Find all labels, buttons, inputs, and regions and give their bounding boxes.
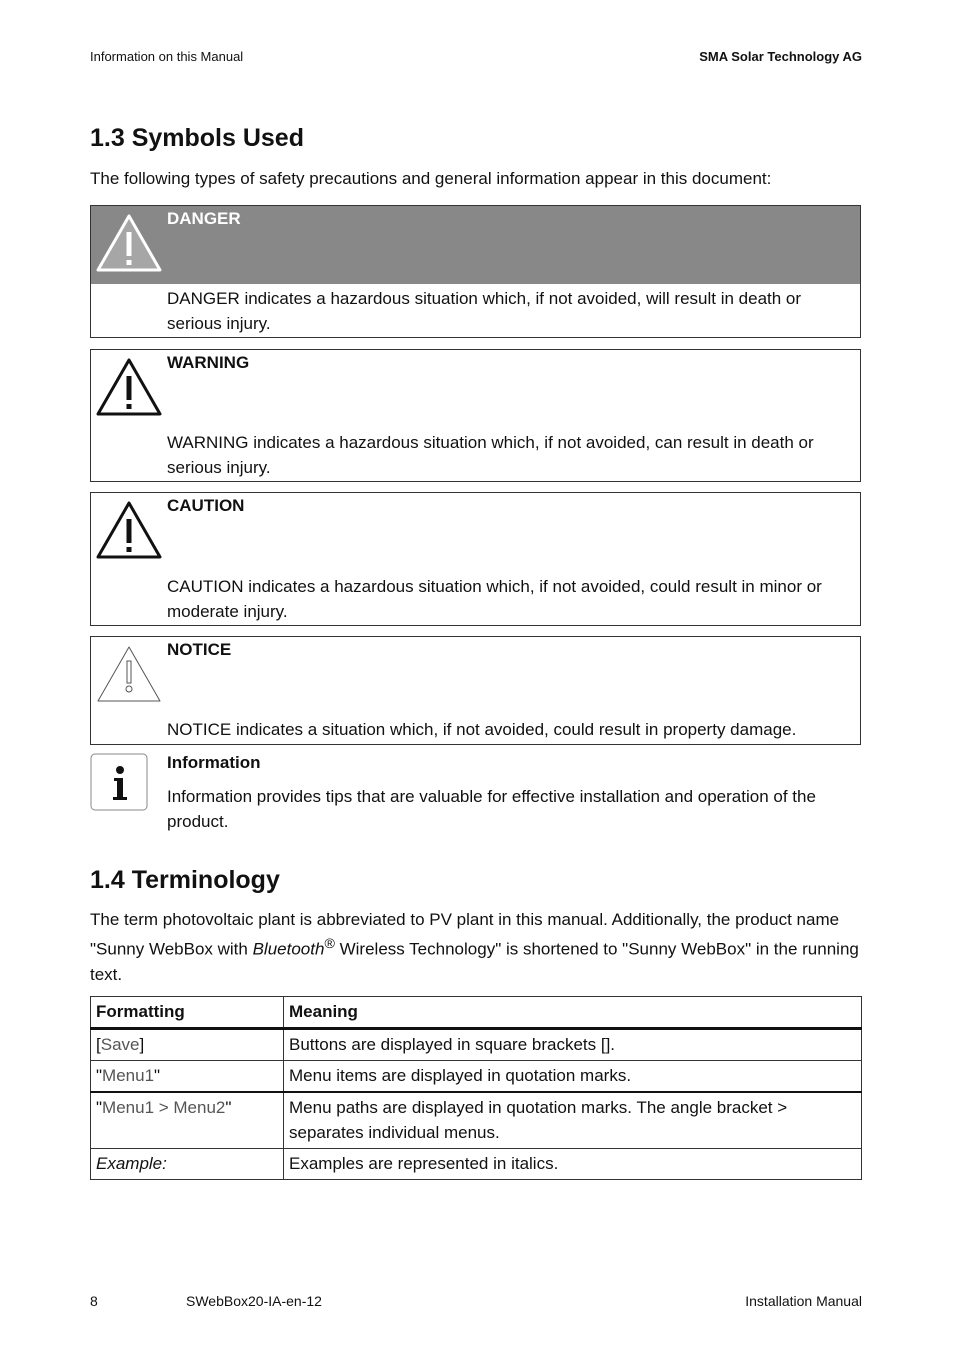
terminology-text-part2: Wireless Technology" is shortened to "Sunny WebBox" in the running text.: [90, 939, 859, 984]
caution-box: [90, 492, 861, 626]
warning-title: WARNING: [167, 353, 250, 372]
format-example: Menu1 > Menu2: [102, 1098, 226, 1117]
registered-mark: ®: [324, 936, 335, 952]
caution-title: CAUTION: [167, 496, 245, 515]
table-row: [91, 1092, 862, 1149]
section-heading-terminology: 1.4 Terminology: [90, 866, 280, 894]
terminology-table: [90, 996, 862, 1180]
table-cell-meaning: Examples are represented in italics.: [284, 1149, 862, 1180]
information-title: Information: [167, 753, 261, 772]
notice-triangle-icon: [95, 643, 163, 705]
danger-warning-icon: [95, 212, 163, 274]
format-example: Menu1: [102, 1066, 155, 1085]
caution-triangle-icon: [95, 499, 163, 561]
footer-document-title: Installation Manual: [745, 1293, 862, 1309]
header-right: SMA Solar Technology AG: [699, 49, 862, 64]
table-cell-formatting: [91, 1061, 284, 1093]
header-left: Information on this Manual: [90, 49, 244, 64]
section-intro: The following types of safety precautions and general information appear in this document:: [90, 169, 772, 188]
format-prefix: ": [96, 1098, 103, 1117]
section-heading-symbols: 1.3 Symbols Used: [90, 124, 304, 152]
footer-document-code: SWebBox20-IA-en-12: [186, 1293, 322, 1309]
information-icon: [90, 753, 148, 811]
table-cell-meaning: Menu items are displayed in quotation marks.: [284, 1061, 862, 1093]
table-header-row: [91, 997, 862, 1029]
danger-box: [90, 205, 861, 338]
format-prefix: [: [96, 1035, 101, 1054]
terminology-text-part1: The term photovoltaic plant is abbreviated to PV plant in this manual. Additionally, the product name "Sunny WebBox with: [90, 910, 840, 959]
footer-page-number: 8: [90, 1293, 98, 1309]
format-suffix: ": [225, 1098, 232, 1117]
warning-triangle-icon: [95, 356, 163, 418]
notice-title: NOTICE: [167, 640, 232, 659]
table-row: [91, 1149, 862, 1180]
information-text: Information provides tips that are valuable for effective installation and operation of the product.: [167, 787, 816, 831]
terminology-paragraph: [90, 907, 862, 987]
bluetooth-term: Bluetooth: [252, 939, 325, 959]
notice-text: NOTICE indicates a situation which, if not avoided, could result in property damage.: [167, 720, 797, 739]
table-cell-meaning: Buttons are displayed in square brackets [].: [284, 1029, 862, 1061]
table-header-meaning: Meaning: [284, 997, 862, 1029]
format-prefix: ": [96, 1066, 103, 1085]
caution-text: CAUTION indicates a hazardous situation which, if not avoided, could result in minor or moderate injury.: [167, 577, 822, 621]
format-suffix: ": [154, 1066, 161, 1085]
table-cell-formatting: [91, 1092, 284, 1149]
format-example: Save: [100, 1035, 140, 1054]
format-suffix: ]: [139, 1035, 145, 1054]
table-row: [91, 1061, 862, 1093]
table-cell-formatting: [91, 1029, 284, 1061]
danger-text: DANGER indicates a hazardous situation which, if not avoided, will result in death or serious injury.: [167, 289, 802, 333]
notice-box: [90, 636, 861, 745]
table-cell-meaning: Menu paths are displayed in quotation marks. The angle bracket > separates individual menus.: [284, 1092, 862, 1149]
table-row: [91, 1029, 862, 1061]
table-header-formatting: Formatting: [91, 997, 284, 1029]
warning-text: WARNING indicates a hazardous situation which, if not avoided, can result in death or serious injury.: [167, 433, 814, 477]
warning-box: [90, 349, 861, 482]
danger-title: DANGER: [167, 209, 241, 228]
table-cell-formatting: Example:: [91, 1149, 284, 1180]
